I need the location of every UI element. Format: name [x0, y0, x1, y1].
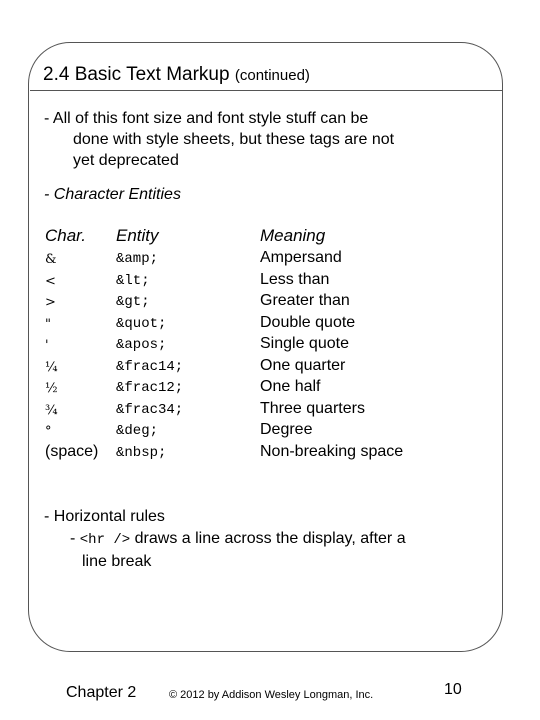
- table-cell-char: ': [45, 338, 49, 353]
- table-cell-char: °: [45, 424, 52, 439]
- header-char: Char.: [45, 226, 86, 245]
- table-cell-char: ½: [45, 381, 58, 396]
- table-row: [0, 357, 540, 379]
- intro-line-2: done with style sheets, but these tags are not: [73, 131, 395, 148]
- slide-title-suffix: (continued): [234, 67, 310, 84]
- table-cell-char: >: [45, 295, 56, 310]
- table-cell-meaning: Greater than: [260, 292, 350, 309]
- intro-line-1: - All of this font size and font style stuff can be: [44, 110, 369, 127]
- horizontal-rules-line-2: [44, 528, 504, 551]
- table-cell-entity: &apos;: [116, 337, 167, 353]
- slide-title-main: 2.4 Basic Text Markup: [43, 64, 230, 85]
- table-cell-entity: &nbsp;: [116, 444, 167, 461]
- table-cell-meaning: Non-breaking space: [260, 442, 404, 460]
- table-cell-entity: &frac12;: [116, 380, 184, 396]
- hr-line-rest: draws a line across the display, after a: [130, 530, 406, 547]
- table-row: [0, 249, 540, 271]
- footer-chapter: Chapter 2: [66, 684, 137, 701]
- table-row: [0, 335, 540, 357]
- table-row: [0, 314, 540, 336]
- table-cell-meaning: Ampersand: [260, 249, 342, 266]
- table-row: [0, 400, 540, 422]
- footer-copyright: © 2012 by Addison Wesley Longman, Inc.: [169, 689, 374, 701]
- table-cell-entity: &quot;: [116, 315, 167, 332]
- hr-tag-code: <hr />: [79, 532, 131, 548]
- table-cell-char: <: [45, 273, 56, 289]
- table-cell-meaning: Three quarters: [260, 399, 365, 417]
- table-cell-entity: &frac34;: [116, 401, 184, 418]
- hr-line-prefix: -: [70, 530, 80, 547]
- table-row: [0, 443, 540, 465]
- table-row: [0, 292, 540, 314]
- footer-page-number: 10: [444, 681, 462, 698]
- table-cell-meaning: Degree: [260, 421, 313, 438]
- table-cell-char: ": [45, 316, 51, 332]
- table-cell-char: &: [45, 252, 57, 267]
- table-row: [0, 421, 540, 443]
- header-meaning: Meaning: [260, 226, 326, 245]
- table-cell-char: (space): [45, 442, 99, 460]
- table-row: [0, 378, 540, 400]
- character-entities-label: - Character Entities: [44, 186, 181, 203]
- table-cell-meaning: Less than: [260, 270, 330, 288]
- table-cell-entity: &gt;: [116, 294, 150, 310]
- table-cell-meaning: Double quote: [260, 313, 356, 331]
- intro-paragraph: [44, 108, 394, 171]
- slide-title: [43, 64, 310, 86]
- table-cell-entity: &frac14;: [116, 358, 184, 375]
- horizontal-rules-line-3: line break: [82, 553, 152, 570]
- table-cell-entity: &deg;: [116, 423, 159, 439]
- table-row: [0, 271, 540, 293]
- horizontal-rules-heading: - Horizontal rules: [44, 508, 165, 525]
- table-cell-meaning: Single quote: [260, 335, 349, 352]
- table-cell-entity: &amp;: [116, 251, 159, 267]
- table-cell-meaning: One quarter: [260, 356, 346, 374]
- intro-line-3: yet deprecated: [73, 152, 179, 169]
- table-cell-entity: &lt;: [116, 272, 150, 289]
- header-divider: [30, 90, 502, 91]
- header-entity: Entity: [116, 226, 159, 245]
- table-cell-char: ¾: [45, 402, 58, 418]
- table-cell-char: ¼: [45, 359, 58, 375]
- table-cell-meaning: One half: [260, 378, 321, 395]
- horizontal-rules-section: [44, 506, 504, 573]
